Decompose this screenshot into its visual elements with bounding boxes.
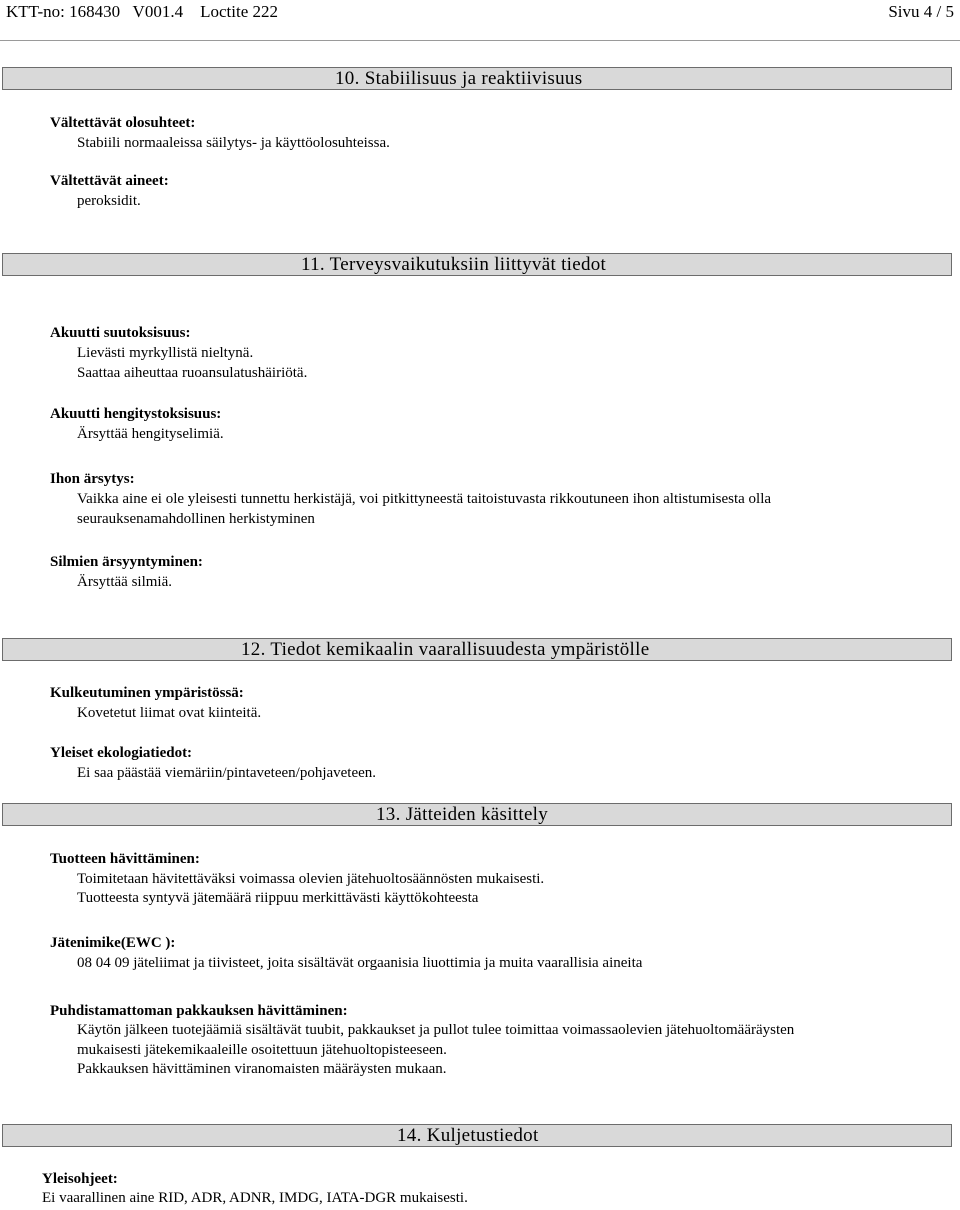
document-info: KTT-no: 168430 V001.4 Loctite 222 — [6, 2, 278, 21]
acute-inhalation-label: Akuutti hengitystoksisuus: — [50, 406, 222, 422]
section-13-title: 13. Jätteiden käsittely — [376, 804, 549, 825]
section-13-header — [2, 803, 952, 826]
skin-irritation-line-1: Vaikka aine ei ole yleisesti tunnettu herkistäjä, voi pitkittyneestä taitoistuvasta rikkoutuneen ihon altistumisesta olla — [77, 491, 772, 507]
product-disposal-label: Tuotteen hävittäminen: — [50, 851, 200, 867]
section-10-title: 10. Stabiilisuus ja reaktiivisuus — [335, 68, 583, 89]
section-11-title: 11. Terveysvaikutuksiin liittyvät tiedot — [301, 254, 607, 275]
product-disposal-line-2: Tuotteesta syntyvä jätemäärä riippuu merkittävästi käyttökohteesta — [77, 890, 479, 906]
waste-code-label: Jätenimike(EWC ): — [50, 935, 176, 951]
packaging-disposal-line-2: mukaisesti jätekemikaaleille osoitettuun jätehuoltopisteeseen. — [77, 1042, 447, 1058]
transport-general-label: Yleisohjeet: — [42, 1171, 118, 1187]
section-12-title: 12. Tiedot kemikaalin vaarallisuudesta ympäristölle — [241, 639, 650, 660]
acute-inhalation-text: Ärsyttää hengityselimiä. — [77, 426, 224, 442]
packaging-disposal-line-1: Käytön jälkeen tuotejäämiä sisältävät tuubit, pakkaukset ja pullot tulee toimittaa voimassaolevien jätehuoltomääräysten — [77, 1022, 795, 1038]
waste-code-text: 08 04 09 jäteliimat ja tiivisteet, joita sisältävät orgaanisia liuottimia ja muita vaarallisia aineita — [77, 955, 643, 971]
packaging-disposal-label: Puhdistamattoman pakkauksen hävittäminen: — [50, 1003, 348, 1019]
page-header — [6, 2, 954, 36]
product-disposal-line-1: Toimitetaan hävitettäväksi voimassa olevien jätehuoltosäännösten mukaisesti. — [77, 871, 545, 887]
ecology-text: Ei saa päästää viemäriin/pintaveteen/pohjaveteen. — [77, 765, 377, 781]
section-10-header — [2, 67, 952, 90]
avoid-conditions-text: Stabiili normaaleissa säilytys- ja käyttöolosuhteissa. — [77, 135, 390, 151]
header-divider — [0, 40, 960, 41]
packaging-disposal-line-3: Pakkauksen hävittäminen viranomaisten määräysten mukaan. — [77, 1061, 447, 1077]
section-14-title: 14. Kuljetustiedot — [397, 1125, 539, 1146]
avoid-conditions-label: Vältettävät olosuhteet: — [50, 115, 196, 131]
eye-irritation-label: Silmien ärsyyntyminen: — [50, 554, 203, 570]
transport-general-text: Ei vaarallinen aine RID, ADR, ADNR, IMDG, IATA-DGR mukaisesti. — [42, 1190, 468, 1206]
section-14-header — [2, 1124, 952, 1147]
avoid-substances-label: Vältettävät aineet: — [50, 173, 169, 189]
skin-irritation-label: Ihon ärsytys: — [50, 471, 135, 487]
section-12-header — [2, 638, 952, 661]
eye-irritation-text: Ärsyttää silmiä. — [77, 574, 172, 590]
environment-mobility-text: Kovetetut liimat ovat kiinteitä. — [77, 705, 262, 721]
avoid-substances-text: peroksidit. — [77, 193, 141, 209]
page-number: Sivu 4 / 5 — [888, 2, 954, 21]
acute-oral-line-2: Saattaa aiheuttaa ruoansulatushäiriötä. — [77, 365, 308, 381]
acute-oral-line-1: Lievästi myrkyllistä nieltynä. — [77, 345, 254, 361]
environment-mobility-label: Kulkeutuminen ympäristössä: — [50, 685, 244, 701]
skin-irritation-line-2: seurauksenamahdollinen herkistyminen — [77, 511, 315, 527]
section-11-header — [2, 253, 952, 276]
acute-oral-label: Akuutti suutoksisuus: — [50, 325, 191, 341]
ecology-label: Yleiset ekologiatiedot: — [50, 745, 193, 761]
